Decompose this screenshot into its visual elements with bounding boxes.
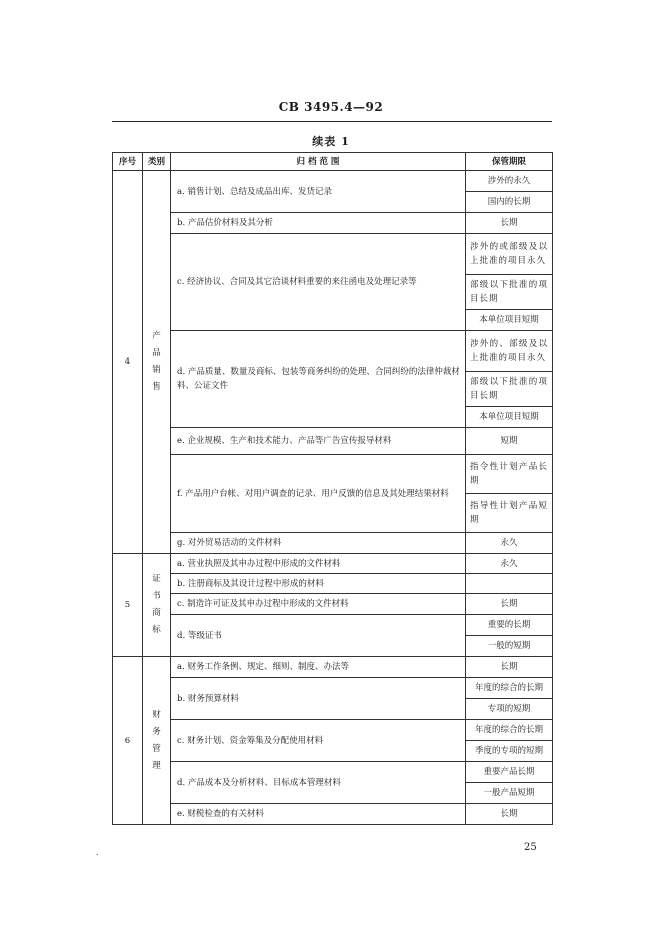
scope-item: d. 等级证书 xyxy=(171,615,466,657)
col-header-no: 序号 xyxy=(113,153,143,171)
retention-period: 本单位项目短期 xyxy=(466,407,553,428)
retention-period: 年度的综合的长期 xyxy=(466,720,553,741)
retention-period: 一般的短期 xyxy=(466,636,553,657)
group-no: 4 xyxy=(113,171,143,554)
scope-item: c. 经济协议、合同及其它洽谈材料重要的来往函电及处理记录等 xyxy=(171,234,466,331)
footer-dot: . xyxy=(96,848,99,857)
retention-period: 一般产品短期 xyxy=(466,783,553,804)
scope-item: c. 制造许可证及其申办过程中形成的文件材料 xyxy=(171,594,466,615)
scope-item: e. 企业规模、生产和技术能力、产品等广告宣传报导材料 xyxy=(171,428,466,455)
standard-number: CB 3495.4—92 xyxy=(278,100,384,114)
table-header-row xyxy=(113,153,553,171)
scope-item: d. 产品质量、数量及商标、包装等商务纠纷的处理、合同纠纷的法律仲裁材料、公证文件 xyxy=(171,331,466,428)
scope-item: g. 对外贸易活动的文件材料 xyxy=(171,533,466,554)
page-number: 25 xyxy=(524,842,537,853)
retention-period: 年度的综合的长期 xyxy=(466,678,553,699)
retention-period: 涉外的永久 xyxy=(466,171,553,192)
retention-period: 指导性计划产品短期 xyxy=(466,494,553,533)
scope-item: a. 销售计划、总结及成品出库、发货记录 xyxy=(171,171,466,213)
col-header-scope: 归 档 范 围 xyxy=(171,153,466,171)
retention-period: 永久 xyxy=(466,533,553,554)
retention-period: 长期 xyxy=(466,657,553,678)
header-rule xyxy=(112,121,552,122)
archive-scope-table xyxy=(112,152,553,825)
retention-period: 长期 xyxy=(466,804,553,825)
table-caption: 续表 1 xyxy=(312,135,350,148)
group-category: 证书商标 xyxy=(143,554,171,657)
retention-period: 季度的专项的短期 xyxy=(466,741,553,762)
col-header-period: 保管期限 xyxy=(466,153,553,171)
retention-period: 部级以下批准的项目长期 xyxy=(466,275,553,310)
retention-period: 短期 xyxy=(466,428,553,455)
retention-period: 涉外的、部级及以上批准的项目永久 xyxy=(466,331,553,372)
retention-period xyxy=(466,574,553,594)
scope-item: d. 产品成本及分析材料、目标成本管理材料 xyxy=(171,762,466,804)
scope-item: f. 产品用户台帐、对用户调查的记录、用户反馈的信息及其处理结果材料 xyxy=(171,455,466,533)
col-header-category: 类别 xyxy=(143,153,171,171)
retention-period: 部级以下批准的项目长期 xyxy=(466,372,553,407)
retention-period: 涉外的或部级及以上批准的项目永久 xyxy=(466,234,553,275)
retention-period: 重要产品长期 xyxy=(466,762,553,783)
scope-item: b. 产品估价材料及其分析 xyxy=(171,213,466,234)
retention-period: 永久 xyxy=(466,554,553,574)
retention-period: 本单位项目短期 xyxy=(466,310,553,331)
scope-item: b. 财务预算材料 xyxy=(171,678,466,720)
group-category: 财务管理 xyxy=(143,657,171,825)
retention-period: 重要的长期 xyxy=(466,615,553,636)
group-no: 5 xyxy=(113,554,143,657)
scope-item: a. 财务工作条例、规定、细则、制度、办法等 xyxy=(171,657,466,678)
scope-item: a. 营业执照及其申办过程中形成的文件材料 xyxy=(171,554,466,574)
retention-period: 指令性计划产品长期 xyxy=(466,455,553,494)
retention-period: 长期 xyxy=(466,594,553,615)
retention-period: 专项的短期 xyxy=(466,699,553,720)
group-category: 产品销售 xyxy=(143,171,171,554)
scope-item: c. 财务计划、资金筹集及分配使用材料 xyxy=(171,720,466,762)
scope-item: e. 财税检查的有关材料 xyxy=(171,804,466,825)
group-no: 6 xyxy=(113,657,143,825)
retention-period: 国内的长期 xyxy=(466,192,553,213)
scope-item: b. 注册商标及其设计过程中形成的材料 xyxy=(171,574,466,594)
retention-period: 长期 xyxy=(466,213,553,234)
